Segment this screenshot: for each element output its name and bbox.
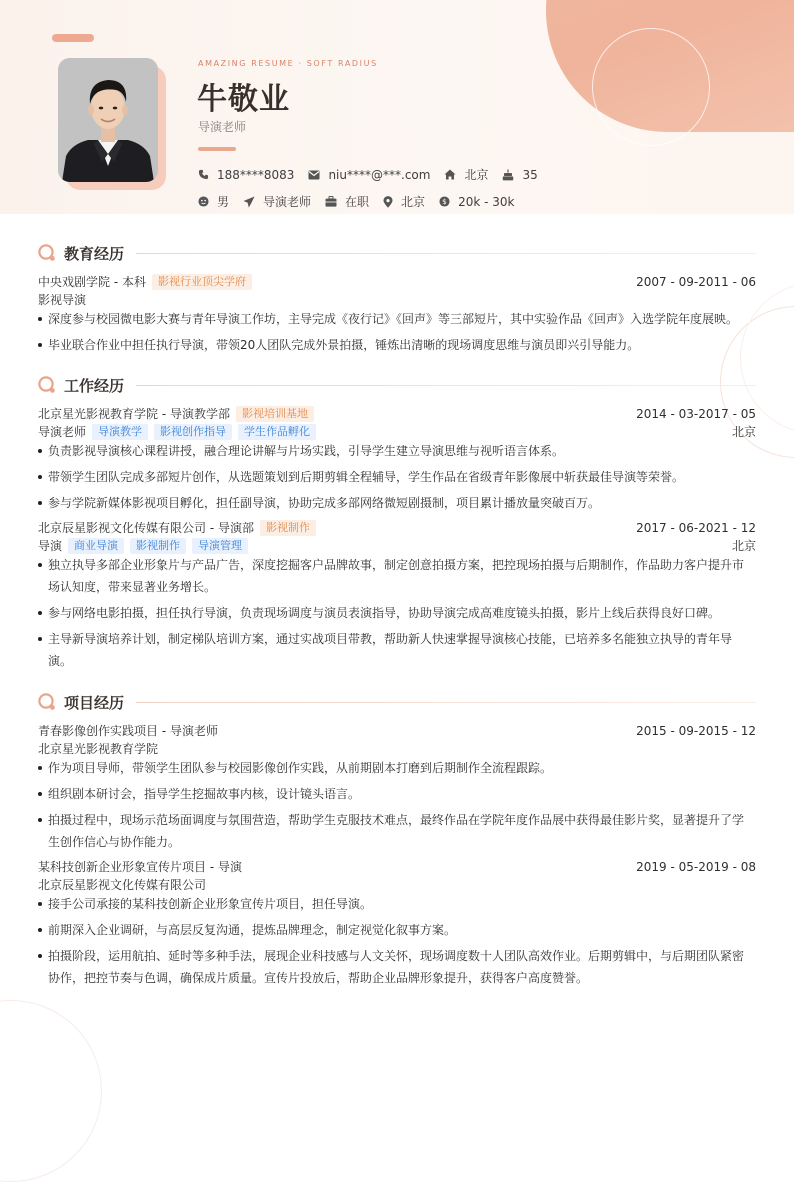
list-item: 拍摄过程中，现场示范场面调度与氛围营造，帮助学生克服技术难点，最终作品在学院年度作品展中获得最佳影片奖，显著提升了学生创作信心与协作能力。 xyxy=(38,809,748,853)
work-section-header xyxy=(38,374,756,396)
list-item: 带领学生团队完成多部短片创作，从选题策划到后期剪辑全程辅导，学生作品在省级青年影像展中斩获最佳导演等荣誉。 xyxy=(38,466,748,488)
work-bullet-list xyxy=(38,554,748,676)
project-bullet-list xyxy=(38,757,748,857)
target-city-item xyxy=(383,193,425,210)
company-tag: 影视制作 xyxy=(260,520,316,536)
work-city: 北京 xyxy=(731,425,756,439)
project-entry-header xyxy=(38,858,756,875)
decorative-ring xyxy=(592,28,710,146)
accent-bar xyxy=(52,34,94,42)
age-value: 35 xyxy=(522,167,538,182)
salary-item xyxy=(439,195,514,209)
decorative-circle xyxy=(0,1000,102,1182)
work-role-row xyxy=(38,537,756,554)
section-title: 项目经历 xyxy=(64,693,125,712)
personal-info-row xyxy=(198,193,528,210)
list-item: 参与网络电影拍摄，担任执行导演，负责现场调度与演员表演指导，协助导演完成高难度镜头拍摄，影片上线后获得良好口碑。 xyxy=(38,602,748,624)
company-department: 北京辰星影视文化传媒有限公司 - 导演部 xyxy=(38,521,254,535)
job-intent: 导演老师 xyxy=(263,195,312,209)
resume-header xyxy=(0,0,794,214)
project-bullet-list xyxy=(38,893,748,993)
list-item: 拍摄阶段，运用航拍、延时等多种手法，展现企业科技感与人文关怀，现场调度数十人团队高效作业。后期剪辑中，与后期团队紧密协作，把控节奏与色调，确保成片质量。宣传片投放后，帮助企业品牌形象提升，获得客户高度赞誉。 xyxy=(38,945,748,989)
salary-range: 20k - 30k xyxy=(458,194,515,209)
skill-tag: 学生作品孵化 xyxy=(238,424,316,440)
list-item: 接手公司承接的某科技创新企业形象宣传片项目，担任导演。 xyxy=(38,893,748,915)
project-entry-header xyxy=(38,722,756,739)
target-city: 北京 xyxy=(401,195,426,209)
company-tag: 影视培训基地 xyxy=(236,406,314,422)
list-item: 负责影视导演核心课程讲授，融合理论讲解与片场实践，引导学生建立导演思维与视听语言体系。 xyxy=(38,440,748,462)
skill-tag: 导演管理 xyxy=(192,538,248,554)
home-icon xyxy=(444,169,456,180)
project-name: 某科技创新企业形象宣传片项目 - 导演 xyxy=(38,860,242,874)
project-org: 北京辰星影视文化传媒有限公司 xyxy=(38,878,207,892)
contact-info-row xyxy=(198,166,552,183)
project-org-row xyxy=(38,876,756,893)
accent-bar xyxy=(198,147,236,151)
resume-tagline: AMAZING RESUME · SOFT RADIUS xyxy=(198,59,378,68)
work-date: 2017 - 06-2021 - 12 xyxy=(636,520,756,535)
magnifier-icon xyxy=(38,244,56,262)
cake-icon xyxy=(502,169,514,181)
gender-item xyxy=(198,193,229,210)
education-date: 2007 - 09-2011 - 06 xyxy=(636,274,756,289)
project-org: 北京星光影视教育学院 xyxy=(38,742,159,756)
project-date: 2015 - 09-2015 - 12 xyxy=(636,723,756,738)
school-tag: 影视行业顶尖学府 xyxy=(152,274,252,290)
list-item: 毕业联合作业中担任执行导演，带领20人团队完成外景拍摄，锤炼出清晰的现场调度思维与演员即兴引导能力。 xyxy=(38,334,748,356)
section-title: 工作经历 xyxy=(64,376,125,395)
salary-icon xyxy=(439,196,450,207)
list-item: 前期深入企业调研，与高层反复沟通，提炼品牌理念，制定视觉化叙事方案。 xyxy=(38,919,748,941)
education-bullet-list xyxy=(38,308,748,360)
section-title: 教育经历 xyxy=(64,244,125,263)
project-org-row xyxy=(38,740,756,757)
education-major-row xyxy=(38,291,756,308)
list-item: 独立执导多部企业形象片与产品广告，深度挖掘客户品牌故事，制定创意拍摄方案，把控现场拍摄与后期制作，作品助力客户提升市场认知度，带来显著业务增长。 xyxy=(38,554,748,598)
work-entry-header xyxy=(38,405,756,422)
phone-item xyxy=(198,168,294,182)
section-divider xyxy=(136,702,756,703)
role: 导演 xyxy=(38,539,63,553)
gender-icon xyxy=(198,196,209,207)
gender-value: 男 xyxy=(217,195,230,209)
section-divider xyxy=(136,385,756,386)
skill-tag: 影视制作 xyxy=(130,538,186,554)
school-degree: 中央戏剧学院 - 本科 xyxy=(38,275,146,289)
magnifier-icon xyxy=(38,693,56,711)
project-section-header xyxy=(38,691,756,713)
mail-icon xyxy=(308,170,320,180)
section-divider xyxy=(136,253,756,254)
education-section-header xyxy=(38,242,756,264)
location-icon xyxy=(383,196,393,208)
briefcase-icon xyxy=(325,196,337,207)
job-intent-item xyxy=(243,193,311,210)
portrait-illustration xyxy=(58,58,158,182)
list-item: 主导新导演培养计划，制定梯队培训方案，通过实战项目带教，帮助新人快速掌握导演核心技能，已培养多名能独立执导的青年导演。 xyxy=(38,628,748,672)
candidate-title: 导演老师 xyxy=(198,120,247,134)
list-item: 参与学院新媒体影视项目孵化，担任副导演，协助完成多部网络微短剧摄制，项目累计播放量突破百万。 xyxy=(38,492,748,514)
skill-tag: 导演教学 xyxy=(92,424,148,440)
send-icon xyxy=(243,196,255,208)
skill-tag: 影视创作指导 xyxy=(154,424,232,440)
magnifier-icon xyxy=(38,376,56,394)
age-item xyxy=(502,168,537,182)
education-entry-header xyxy=(38,273,756,290)
svg-text:$: $ xyxy=(442,197,447,207)
company-department: 北京星光影视教育学院 - 导演教学部 xyxy=(38,407,230,421)
job-status-item xyxy=(325,193,369,210)
list-item: 深度参与校园微电影大赛与青年导演工作坊，主导完成《夜行记》《回声》等三部短片，其中实验作品《回声》入选学院年度展映。 xyxy=(38,308,748,330)
skill-tag: 商业导演 xyxy=(68,538,124,554)
work-bullet-list xyxy=(38,440,748,518)
candidate-name: 牛敬业 xyxy=(197,82,290,117)
email-address: niu****@***.com xyxy=(328,167,431,182)
work-date: 2014 - 03-2017 - 05 xyxy=(636,406,756,421)
work-role-row xyxy=(38,423,756,440)
home-city-item xyxy=(444,166,488,183)
email-item xyxy=(308,168,430,182)
project-date: 2019 - 05-2019 - 08 xyxy=(636,859,756,874)
list-item: 组织剧本研讨会，指导学生挖掘故事内核，设计镜头语言。 xyxy=(38,783,748,805)
list-item: 作为项目导师，带领学生团队参与校园影像创作实践，从前期剧本打磨到后期制作全流程跟踪。 xyxy=(38,757,748,779)
work-entry-header xyxy=(38,519,756,536)
phone-icon xyxy=(198,169,209,180)
job-status: 在职 xyxy=(345,195,370,209)
avatar-photo xyxy=(58,58,158,182)
phone-number: 188****8083 xyxy=(217,167,295,182)
project-name: 青春影像创作实践项目 - 导演老师 xyxy=(38,724,218,738)
role: 导演老师 xyxy=(38,425,87,439)
work-city: 北京 xyxy=(731,539,756,553)
major: 影视导演 xyxy=(38,293,87,307)
home-city: 北京 xyxy=(464,168,489,182)
